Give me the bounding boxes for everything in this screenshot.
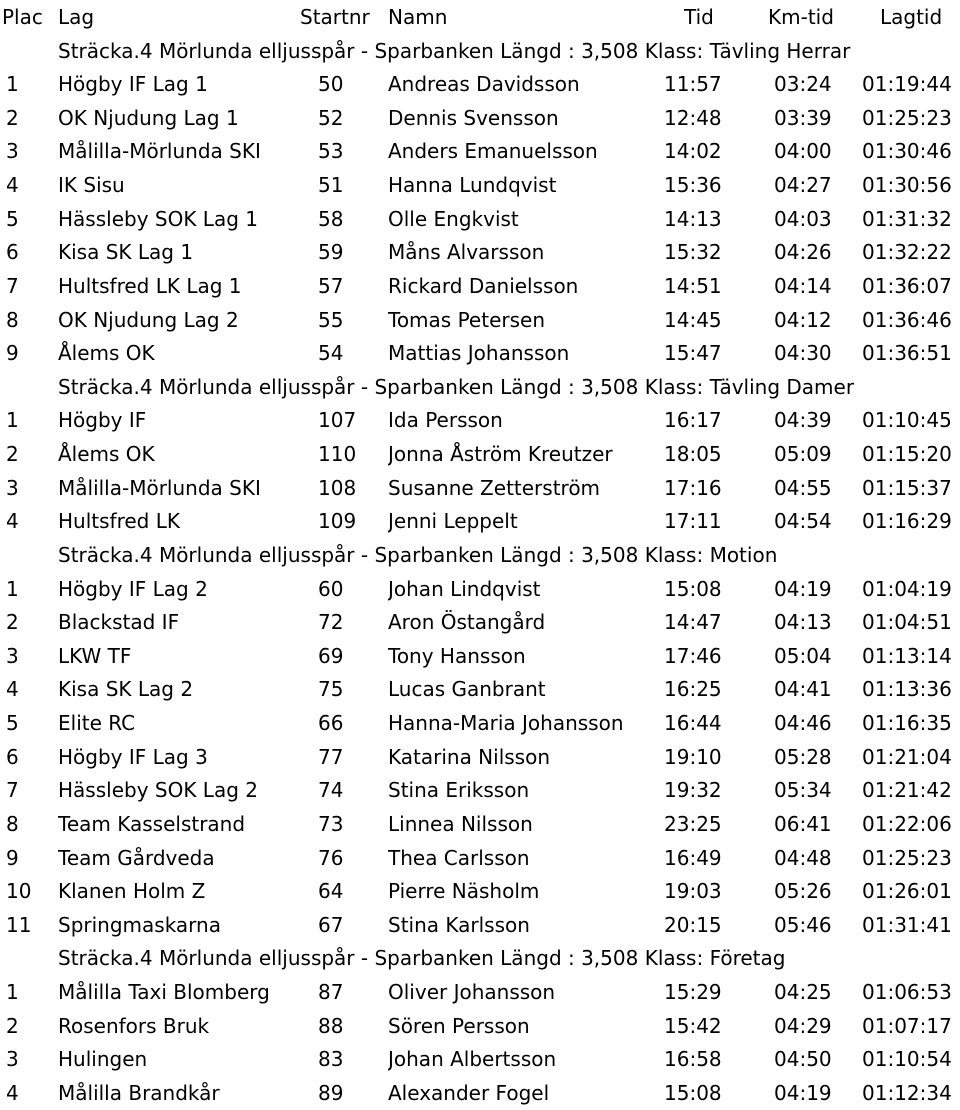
cell-namn: Anders Emanuelsson xyxy=(388,139,598,164)
cell-lag: Hultsfred LK xyxy=(58,509,180,534)
cell-tid: 19:32 xyxy=(664,778,722,803)
cell-lagtid: 01:32:22 xyxy=(862,240,952,265)
cell-km-tid: 05:26 xyxy=(774,879,832,904)
cell-km-tid: 04:03 xyxy=(774,206,832,231)
table-row xyxy=(0,471,960,505)
cell-tid: 15:36 xyxy=(664,173,722,198)
cell-tid: 16:58 xyxy=(664,1047,722,1072)
cell-tid: 11:57 xyxy=(664,72,722,97)
cell-startnr: 73 xyxy=(318,811,344,836)
cell-lagtid: 01:30:46 xyxy=(862,139,952,164)
table-row xyxy=(0,504,960,538)
cell-tid: 19:10 xyxy=(664,744,722,769)
cell-startnr: 67 xyxy=(318,912,344,937)
cell-namn: Ida Persson xyxy=(388,408,503,433)
cell-plac: 8 xyxy=(6,307,19,332)
cell-plac: 1 xyxy=(6,979,19,1004)
cell-km-tid: 04:13 xyxy=(774,610,832,635)
cell-startnr: 69 xyxy=(318,643,344,668)
cell-namn: Alexander Fogel xyxy=(388,1080,550,1105)
cell-plac: 8 xyxy=(6,811,19,836)
cell-namn: Hanna Lundqvist xyxy=(388,173,557,198)
cell-lagtid: 01:13:14 xyxy=(862,643,952,668)
cell-km-tid: 04:12 xyxy=(774,307,832,332)
cell-lag: Kisa SK Lag 1 xyxy=(58,240,194,265)
table-row xyxy=(0,303,960,337)
cell-startnr: 77 xyxy=(318,744,344,769)
header-namn: Namn xyxy=(388,5,448,29)
cell-plac: 3 xyxy=(6,475,19,500)
cell-startnr: 60 xyxy=(318,576,344,601)
cell-plac: 10 xyxy=(6,879,32,904)
table-row xyxy=(0,437,960,471)
cell-startnr: 74 xyxy=(318,778,344,803)
table-row xyxy=(0,807,960,841)
cell-namn: Rickard Danielsson xyxy=(388,273,579,298)
cell-tid: 20:15 xyxy=(664,912,722,937)
cell-km-tid: 04:50 xyxy=(774,1047,832,1072)
cell-startnr: 50 xyxy=(318,72,344,97)
cell-km-tid: 04:30 xyxy=(774,341,832,366)
cell-startnr: 72 xyxy=(318,610,344,635)
section-header xyxy=(0,538,960,572)
cell-startnr: 57 xyxy=(318,273,344,298)
cell-plac: 11 xyxy=(6,912,32,937)
cell-lag: Rosenfors Bruk xyxy=(58,1013,210,1038)
cell-lag: Högby IF Lag 1 xyxy=(58,72,208,97)
cell-km-tid: 05:04 xyxy=(774,643,832,668)
cell-namn: Johan Lindqvist xyxy=(388,576,541,601)
cell-tid: 18:05 xyxy=(664,442,722,467)
cell-lag: Ålems OK xyxy=(58,442,155,467)
cell-lagtid: 01:06:53 xyxy=(862,979,952,1004)
cell-km-tid: 05:09 xyxy=(774,442,832,467)
cell-startnr: 64 xyxy=(318,879,344,904)
cell-lag: Målilla-Mörlunda SKI xyxy=(58,475,261,500)
table-row xyxy=(0,706,960,740)
cell-startnr: 89 xyxy=(318,1080,344,1105)
cell-plac: 4 xyxy=(6,509,19,534)
cell-km-tid: 04:00 xyxy=(774,139,832,164)
header-lag: Lag xyxy=(58,5,95,29)
cell-plac: 2 xyxy=(6,442,19,467)
cell-startnr: 83 xyxy=(318,1047,344,1072)
cell-plac: 7 xyxy=(6,273,19,298)
cell-lagtid: 01:07:17 xyxy=(862,1013,952,1038)
cell-tid: 15:29 xyxy=(664,979,722,1004)
section-header xyxy=(0,34,960,68)
cell-lag: IK Sisu xyxy=(58,173,125,198)
cell-lagtid: 01:25:23 xyxy=(862,845,952,870)
cell-lagtid: 01:21:04 xyxy=(862,744,952,769)
cell-startnr: 108 xyxy=(318,475,357,500)
cell-lagtid: 01:04:19 xyxy=(862,576,952,601)
cell-startnr: 75 xyxy=(318,677,344,702)
cell-namn: Stina Karlsson xyxy=(388,912,530,937)
table-row xyxy=(0,639,960,673)
table-row xyxy=(0,1042,960,1076)
cell-tid: 16:49 xyxy=(664,845,722,870)
cell-tid: 17:16 xyxy=(664,475,722,500)
cell-startnr: 58 xyxy=(318,206,344,231)
cell-lagtid: 01:21:42 xyxy=(862,778,952,803)
cell-lag: Högby IF xyxy=(58,408,147,433)
table-row xyxy=(0,841,960,875)
cell-lagtid: 01:36:46 xyxy=(862,307,952,332)
table-row xyxy=(0,67,960,101)
cell-lagtid: 01:16:29 xyxy=(862,509,952,534)
cell-km-tid: 04:19 xyxy=(774,576,832,601)
cell-namn: Tomas Petersen xyxy=(388,307,545,332)
cell-plac: 4 xyxy=(6,677,19,702)
header-row xyxy=(0,0,960,34)
cell-lagtid: 01:15:37 xyxy=(862,475,952,500)
cell-lag: Klanen Holm Z xyxy=(58,879,206,904)
cell-namn: Dennis Svensson xyxy=(388,105,559,130)
header-km-tid: Km-tid xyxy=(768,5,834,29)
cell-startnr: 55 xyxy=(318,307,344,332)
section-title: Sträcka.4 Mörlunda elljusspår - Sparbanken Längd : 3,508 Klass: Motion xyxy=(58,542,778,567)
cell-lag: Blackstad IF xyxy=(58,610,180,635)
cell-lagtid: 01:31:41 xyxy=(862,912,952,937)
cell-namn: Katarina Nilsson xyxy=(388,744,551,769)
cell-lagtid: 01:22:06 xyxy=(862,811,952,836)
cell-startnr: 52 xyxy=(318,105,344,130)
table-row xyxy=(0,672,960,706)
cell-plac: 2 xyxy=(6,1013,19,1038)
table-row xyxy=(0,1076,960,1110)
cell-plac: 1 xyxy=(6,576,19,601)
cell-namn: Andreas Davidsson xyxy=(388,72,580,97)
cell-tid: 14:51 xyxy=(664,273,722,298)
header-plac: Plac xyxy=(2,5,43,29)
cell-namn: Sören Persson xyxy=(388,1013,530,1038)
section-title: Sträcka.4 Mörlunda elljusspår - Sparbanken Längd : 3,508 Klass: Tävling Damer xyxy=(58,374,855,399)
cell-km-tid: 04:14 xyxy=(774,273,832,298)
section-header xyxy=(0,370,960,404)
cell-plac: 2 xyxy=(6,105,19,130)
cell-lag: LKW TF xyxy=(58,643,132,668)
cell-namn: Thea Carlsson xyxy=(388,845,530,870)
cell-namn: Pierre Näsholm xyxy=(388,879,540,904)
cell-lag: Springmaskarna xyxy=(58,912,221,937)
cell-km-tid: 05:28 xyxy=(774,744,832,769)
cell-lagtid: 01:19:44 xyxy=(862,72,952,97)
cell-tid: 23:25 xyxy=(664,811,722,836)
cell-lag: Målilla Taxi Blomberg xyxy=(58,979,270,1004)
cell-namn: Stina Eriksson xyxy=(388,778,530,803)
section-title: Sträcka.4 Mörlunda elljusspår - Sparbanken Längd : 3,508 Klass: Tävling Herrar xyxy=(58,38,851,63)
cell-lag: Kisa SK Lag 2 xyxy=(58,677,194,702)
cell-lagtid: 01:26:01 xyxy=(862,879,952,904)
cell-km-tid: 04:25 xyxy=(774,979,832,1004)
table-row xyxy=(0,1009,960,1043)
cell-km-tid: 06:41 xyxy=(774,811,832,836)
section-title: Sträcka.4 Mörlunda elljusspår - Sparbanken Längd : 3,508 Klass: Företag xyxy=(58,946,786,971)
cell-tid: 17:11 xyxy=(664,509,722,534)
cell-plac: 7 xyxy=(6,778,19,803)
cell-tid: 15:08 xyxy=(664,1080,722,1105)
cell-lag: OK Njudung Lag 1 xyxy=(58,105,239,130)
cell-tid: 15:47 xyxy=(664,341,722,366)
cell-tid: 15:32 xyxy=(664,240,722,265)
table-row xyxy=(0,134,960,168)
cell-km-tid: 04:46 xyxy=(774,711,832,736)
cell-plac: 6 xyxy=(6,240,19,265)
table-row xyxy=(0,336,960,370)
cell-namn: Susanne Zetterström xyxy=(388,475,601,500)
table-row xyxy=(0,572,960,606)
cell-lagtid: 01:13:36 xyxy=(862,677,952,702)
cell-startnr: 109 xyxy=(318,509,357,534)
cell-startnr: 66 xyxy=(318,711,344,736)
header-startnr: Startnr xyxy=(300,5,370,29)
table-row xyxy=(0,403,960,437)
table-row xyxy=(0,874,960,908)
cell-lagtid: 01:36:07 xyxy=(862,273,952,298)
cell-plac: 1 xyxy=(6,408,19,433)
cell-namn: Oliver Johansson xyxy=(388,979,556,1004)
cell-tid: 16:44 xyxy=(664,711,722,736)
cell-tid: 17:46 xyxy=(664,643,722,668)
cell-plac: 3 xyxy=(6,1047,19,1072)
cell-km-tid: 04:19 xyxy=(774,1080,832,1105)
cell-lag: Ålems OK xyxy=(58,341,155,366)
table-row xyxy=(0,740,960,774)
cell-namn: Jenni Leppelt xyxy=(388,509,518,534)
header-tid: Tid xyxy=(684,5,714,29)
table-row xyxy=(0,773,960,807)
cell-lagtid: 01:36:51 xyxy=(862,341,952,366)
cell-km-tid: 03:39 xyxy=(774,105,832,130)
cell-namn: Aron Östangård xyxy=(388,610,546,635)
cell-namn: Lucas Ganbrant xyxy=(388,677,546,702)
cell-lag: OK Njudung Lag 2 xyxy=(58,307,239,332)
cell-plac: 9 xyxy=(6,845,19,870)
header-lagtid: Lagtid xyxy=(880,5,943,29)
cell-plac: 1 xyxy=(6,72,19,97)
cell-km-tid: 05:46 xyxy=(774,912,832,937)
cell-plac: 4 xyxy=(6,1080,19,1105)
table-row xyxy=(0,975,960,1009)
cell-namn: Tony Hansson xyxy=(388,643,526,668)
cell-km-tid: 04:39 xyxy=(774,408,832,433)
cell-lagtid: 01:10:54 xyxy=(862,1047,952,1072)
cell-lag: Högby IF Lag 3 xyxy=(58,744,208,769)
cell-km-tid: 04:29 xyxy=(774,1013,832,1038)
cell-startnr: 54 xyxy=(318,341,344,366)
cell-startnr: 51 xyxy=(318,173,344,198)
cell-lag: Högby IF Lag 2 xyxy=(58,576,208,601)
table-row xyxy=(0,202,960,236)
cell-tid: 14:47 xyxy=(664,610,722,635)
cell-lag: Hässleby SOK Lag 1 xyxy=(58,206,258,231)
cell-lag: Hässleby SOK Lag 2 xyxy=(58,778,258,803)
cell-plac: 9 xyxy=(6,341,19,366)
cell-startnr: 59 xyxy=(318,240,344,265)
cell-plac: 3 xyxy=(6,139,19,164)
cell-startnr: 110 xyxy=(318,442,357,467)
cell-namn: Linnea Nilsson xyxy=(388,811,533,836)
cell-tid: 15:08 xyxy=(664,576,722,601)
cell-tid: 14:02 xyxy=(664,139,722,164)
cell-lag: Hultsfred LK Lag 1 xyxy=(58,273,242,298)
cell-km-tid: 04:54 xyxy=(774,509,832,534)
cell-lagtid: 01:10:45 xyxy=(862,408,952,433)
cell-startnr: 87 xyxy=(318,979,344,1004)
cell-namn: Olle Engkvist xyxy=(388,206,519,231)
cell-tid: 12:48 xyxy=(664,105,722,130)
cell-startnr: 53 xyxy=(318,139,344,164)
cell-lag: Målilla Brandkår xyxy=(58,1080,220,1105)
table-row xyxy=(0,908,960,942)
cell-lag: Team Kasselstrand xyxy=(58,811,246,836)
cell-km-tid: 03:24 xyxy=(774,72,832,97)
cell-lagtid: 01:04:51 xyxy=(862,610,952,635)
cell-plac: 5 xyxy=(6,206,19,231)
cell-km-tid: 05:34 xyxy=(774,778,832,803)
cell-lagtid: 01:25:23 xyxy=(862,105,952,130)
cell-plac: 6 xyxy=(6,744,19,769)
cell-lagtid: 01:31:32 xyxy=(862,206,952,231)
cell-startnr: 88 xyxy=(318,1013,344,1038)
cell-km-tid: 04:41 xyxy=(774,677,832,702)
cell-lag: Team Gårdveda xyxy=(58,845,215,870)
cell-plac: 2 xyxy=(6,610,19,635)
cell-namn: Måns Alvarsson xyxy=(388,240,545,265)
section-header xyxy=(0,941,960,975)
cell-namn: Jonna Åström Kreutzer xyxy=(388,442,613,467)
cell-namn: Mattias Johansson xyxy=(388,341,570,366)
cell-tid: 19:03 xyxy=(664,879,722,904)
cell-lag: Elite RC xyxy=(58,711,136,736)
cell-lagtid: 01:16:35 xyxy=(862,711,952,736)
cell-tid: 16:25 xyxy=(664,677,722,702)
cell-lagtid: 01:12:34 xyxy=(862,1080,952,1105)
cell-lagtid: 01:30:56 xyxy=(862,173,952,198)
cell-tid: 14:13 xyxy=(664,206,722,231)
cell-tid: 16:17 xyxy=(664,408,722,433)
cell-namn: Hanna-Maria Johansson xyxy=(388,711,624,736)
cell-lag: Hulingen xyxy=(58,1047,148,1072)
cell-km-tid: 04:55 xyxy=(774,475,832,500)
table-row xyxy=(0,101,960,135)
cell-plac: 3 xyxy=(6,643,19,668)
cell-startnr: 107 xyxy=(318,408,357,433)
cell-lag: Målilla-Mörlunda SKI xyxy=(58,139,261,164)
cell-lagtid: 01:15:20 xyxy=(862,442,952,467)
cell-plac: 4 xyxy=(6,173,19,198)
cell-km-tid: 04:48 xyxy=(774,845,832,870)
table-row xyxy=(0,605,960,639)
cell-namn: Johan Albertsson xyxy=(388,1047,557,1072)
cell-plac: 5 xyxy=(6,711,19,736)
cell-tid: 15:42 xyxy=(664,1013,722,1038)
cell-km-tid: 04:26 xyxy=(774,240,832,265)
table-row xyxy=(0,168,960,202)
cell-tid: 14:45 xyxy=(664,307,722,332)
table-row xyxy=(0,269,960,303)
table-row xyxy=(0,235,960,269)
cell-startnr: 76 xyxy=(318,845,344,870)
cell-km-tid: 04:27 xyxy=(774,173,832,198)
